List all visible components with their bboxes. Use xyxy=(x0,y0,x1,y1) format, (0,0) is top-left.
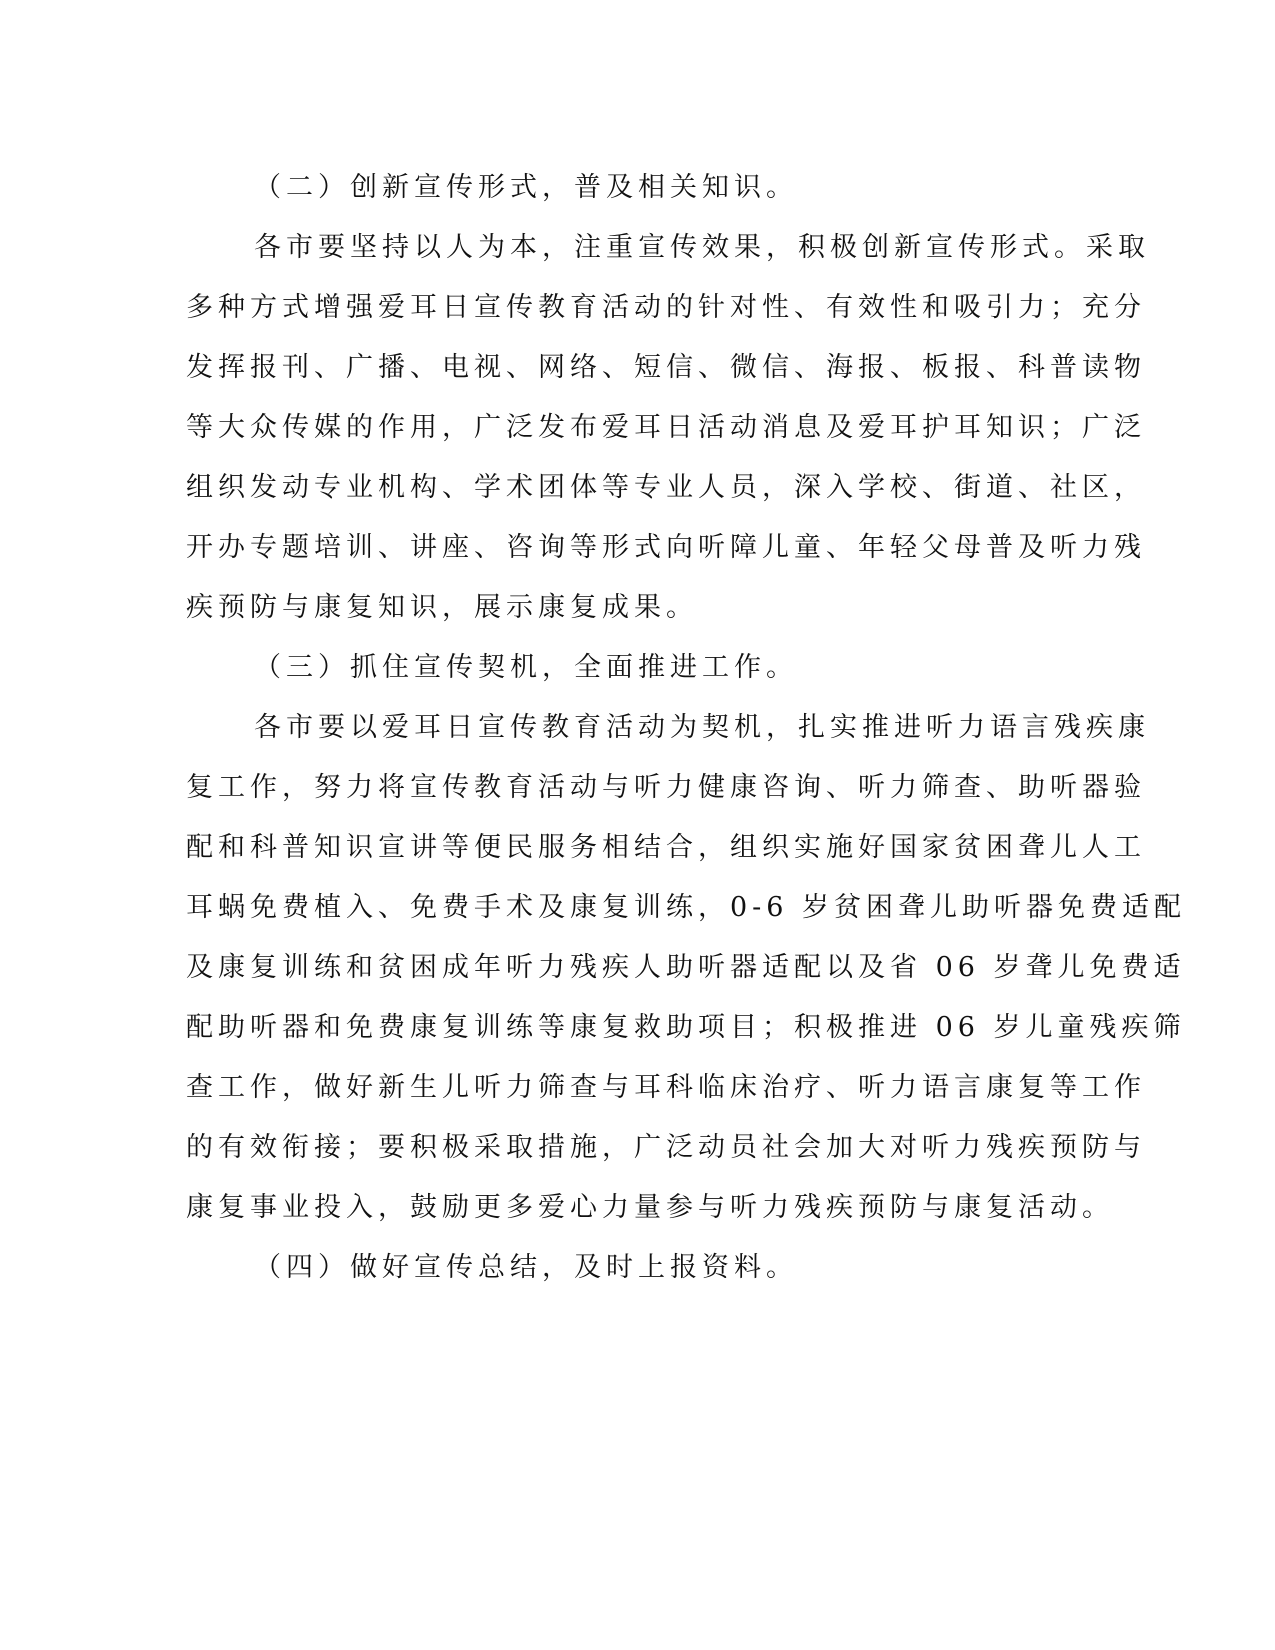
paragraph-line: 多种方式增强爱耳日宣传教育活动的针对性、有效性和吸引力；充分 xyxy=(186,292,1146,323)
paragraph-line: 的有效衔接；要积极采取措施，广泛动员社会加大对听力残疾预防与 xyxy=(186,1132,1146,1163)
paragraph-line: 配助听器和免费康复训练等康复救助项目；积极推进 06 岁儿童残疾筛 xyxy=(186,1012,1186,1043)
paragraph-line: 疾预防与康复知识，展示康复成果。 xyxy=(186,592,698,623)
paragraph-line: 查工作，做好新生儿听力筛查与耳科临床治疗、听力语言康复等工作 xyxy=(186,1072,1146,1103)
paragraph-line: 等大众传媒的作用，广泛发布爱耳日活动消息及爱耳护耳知识；广泛 xyxy=(186,412,1146,443)
paragraph-line: 配和科普知识宣讲等便民服务相结合，组织实施好国家贫困聋儿人工 xyxy=(186,832,1146,863)
paragraph-line: 耳蜗免费植入、免费手术及康复训练，0-6 岁贫困聋儿助听器免费适配 xyxy=(186,892,1187,923)
section-heading-3: （三）抓住宣传契机，全面推进工作。 xyxy=(254,652,798,683)
paragraph-line: 康复事业投入，鼓励更多爱心力量参与听力残疾预防与康复活动。 xyxy=(186,1192,1114,1223)
paragraph-line: 各市要以爱耳日宣传教育活动为契机，扎实推进听力语言残疾康 xyxy=(254,712,1150,743)
section-heading-4: （四）做好宣传总结，及时上报资料。 xyxy=(254,1252,798,1283)
section-heading-2: （二）创新宣传形式，普及相关知识。 xyxy=(254,172,798,203)
paragraph-line: 及康复训练和贫困成年听力残疾人助听器适配以及省 06 岁聋儿免费适 xyxy=(186,952,1186,983)
paragraph-line: 发挥报刊、广播、电视、网络、短信、微信、海报、板报、科普读物 xyxy=(186,352,1146,383)
paragraph-line: 开办专题培训、讲座、咨询等形式向听障儿童、年轻父母普及听力残 xyxy=(186,532,1146,563)
paragraph-line: 各市要坚持以人为本，注重宣传效果，积极创新宣传形式。采取 xyxy=(254,232,1150,263)
paragraph-line: 复工作，努力将宣传教育活动与听力健康咨询、听力筛查、助听器验 xyxy=(186,772,1146,803)
paragraph-line: 组织发动专业机构、学术团体等专业人员，深入学校、街道、社区， xyxy=(186,472,1146,503)
document-body xyxy=(186,158,1187,1298)
